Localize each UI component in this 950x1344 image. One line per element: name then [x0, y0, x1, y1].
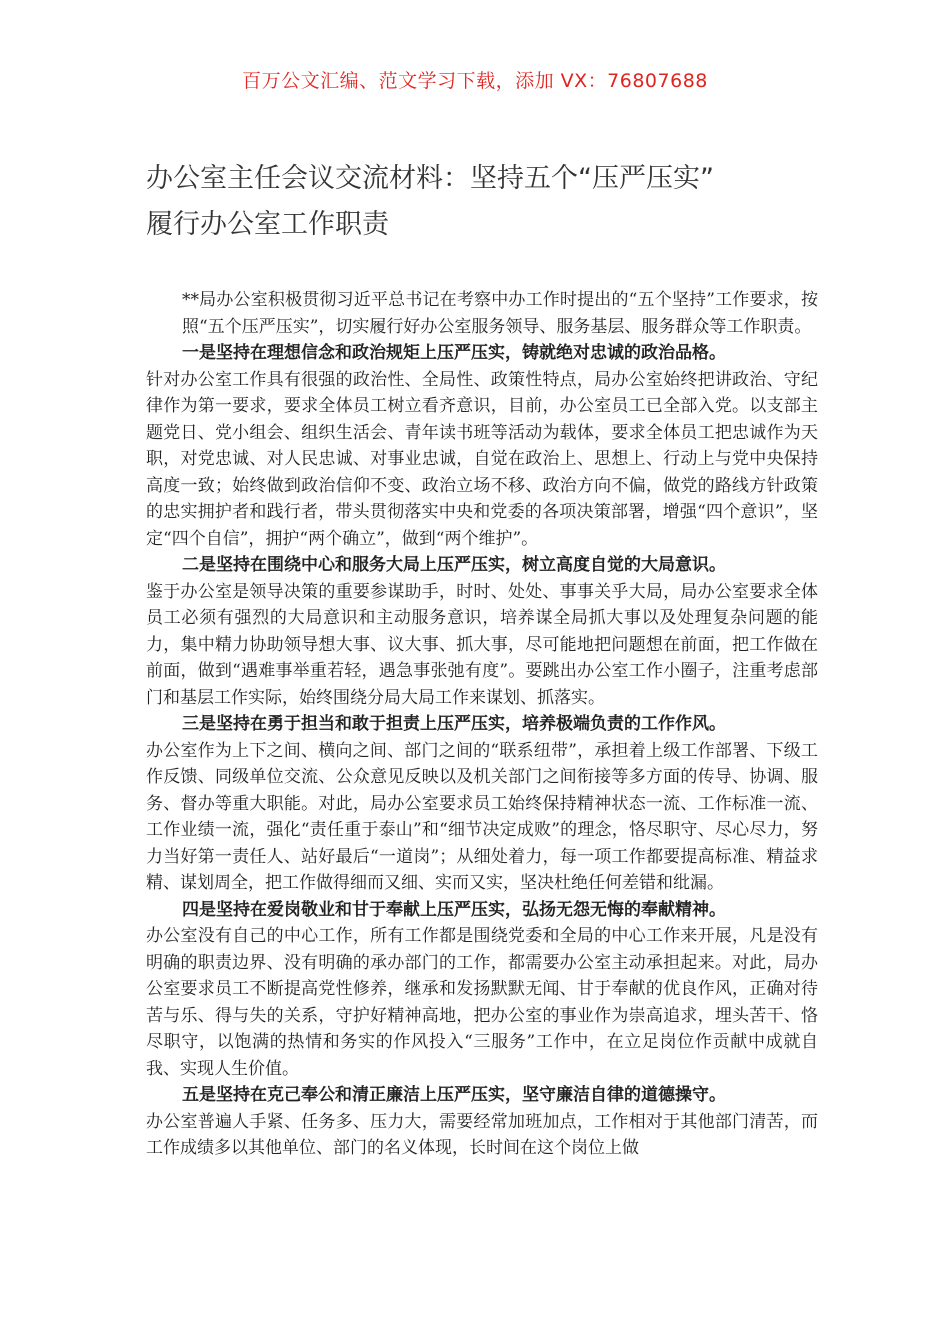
- section-body-1: 针对办公室工作具有很强的政治性、全局性、政策性特点，局办公室始终把讲政治、守纪律作为第一要求，要求全体员工树立看齐意识，目前，办公室员工已全部入党。以支部主题党日、党小组会、组织生活会、青年读书班等活动为载体，要求全体员工把忠诚作为天职，对党忠诚、对人民忠诚、对事业忠诚，自觉在政治上、思想上、行动上与党中央保持高度一致；始终做到政治信仰不变、政治立场不移、政治方向不偏，做党的路线方针政策的忠实拥护者和践行者，带头贯彻落实中央和党委的各项决策部署，增强“四个意识”，坚定“四个自信”，拥护“两个确立”，做到“两个维护”。: [146, 369, 818, 549]
- document-title: [146, 156, 826, 248]
- section-heading-1: 一是坚持在理想信念和政治规矩上压严压实，铸就绝对忠诚的政治品格。: [182, 343, 726, 363]
- promo-header: 百万公文汇编、范文学习下载，添加 VX：76807688: [242, 70, 708, 92]
- section-heading-2: 二是坚持在围绕中心和服务大局上压严压实，树立高度自觉的大局意识。: [182, 555, 726, 575]
- section-body-2: 鉴于办公室是领导决策的重要参谋助手，时时、处处、事事关乎大局，局办公室要求全体员工必须有强烈的大局意识和主动服务意识，培养谋全局抓大事以及处理复杂问题的能力，集中精力协助领导想大事、议大事、抓大事，尽可能地把问题想在前面，把工作做在前面，做到“遇难事举重若轻，遇急事张弛有度”。要跳出办公室工作小圈子，注重考虑部门和基层工作实际，始终围绕分局大局工作来谋划、抓落实。: [146, 581, 818, 708]
- section-heading-4: 四是坚持在爱岗敬业和甘于奉献上压严压实，弘扬无怨无悔的奉献精神。: [182, 899, 726, 920]
- section-body-3: 办公室作为上下之间、横向之间、部门之间的“联系纽带”，承担着上级工作部署、下级工作反馈、同级单位交流、公众意见反映以及机关部门之间衔接等多方面的传导、协调、服务、督办等重大职能。对此，局办公室要求员工始终保持精神状态一流、工作标准一流、工作业绩一流，强化“责任重于泰山”和“细节决定成败”的理念，恪尽职守、尽心尽力，努力当好第一责任人、站好最后“一道岗”；从细处着力，每一项工作都要提高标准、精益求精、谋划周全，把工作做得细而又细、实而又实，坚决杜绝任何差错和纰漏。: [146, 740, 818, 893]
- title-line-2: 履行办公室工作职责: [146, 209, 389, 240]
- section-heading-5: 五是坚持在克己奉公和清正廉洁上压严压实，坚守廉洁自律的道德操守。: [182, 1085, 726, 1105]
- section-heading-3: 三是坚持在勇于担当和敢于担责上压严压实，培养极端负责的工作作风。: [182, 714, 726, 734]
- title-line-1: 办公室主任会议交流材料：坚持五个“压严压实”: [146, 163, 714, 194]
- section-body-4: 办公室没有自己的中心工作，所有工作都是围绕党委和全局的中心工作来开展，凡是没有明确的职责边界、没有明确的承办部门的工作，都需要办公室主动承担起来。对此，局办公室要求员工不断提高党性修养，继承和发扬默默无闻、甘于奉献的优良作风，正确对待苦与乐、得与失的关系，守护好精神高地，把办公室的事业作为崇高追求，埋头苦干、恪尽职守，以饱满的热情和务实的作风投入“三服务”工作中，在立足岗位作贡献中成就自我、实现人生价值。: [146, 926, 818, 1079]
- document-body: [146, 287, 818, 1162]
- section-body-5: 办公室普遍人手紧、任务多、压力大，需要经常加班加点，工作相对于其他部门清苦，而工作成绩多以其他单位、部门的名义体现，长时间在这个岗位上做: [146, 1111, 818, 1158]
- intro-paragraph: **局办公室积极贯彻习近平总书记在考察中办工作时提出的“五个坚持”工作要求，按照“五个压严压实”，切实履行好办公室服务领导、服务基层、服务群众等工作职责。: [182, 290, 818, 337]
